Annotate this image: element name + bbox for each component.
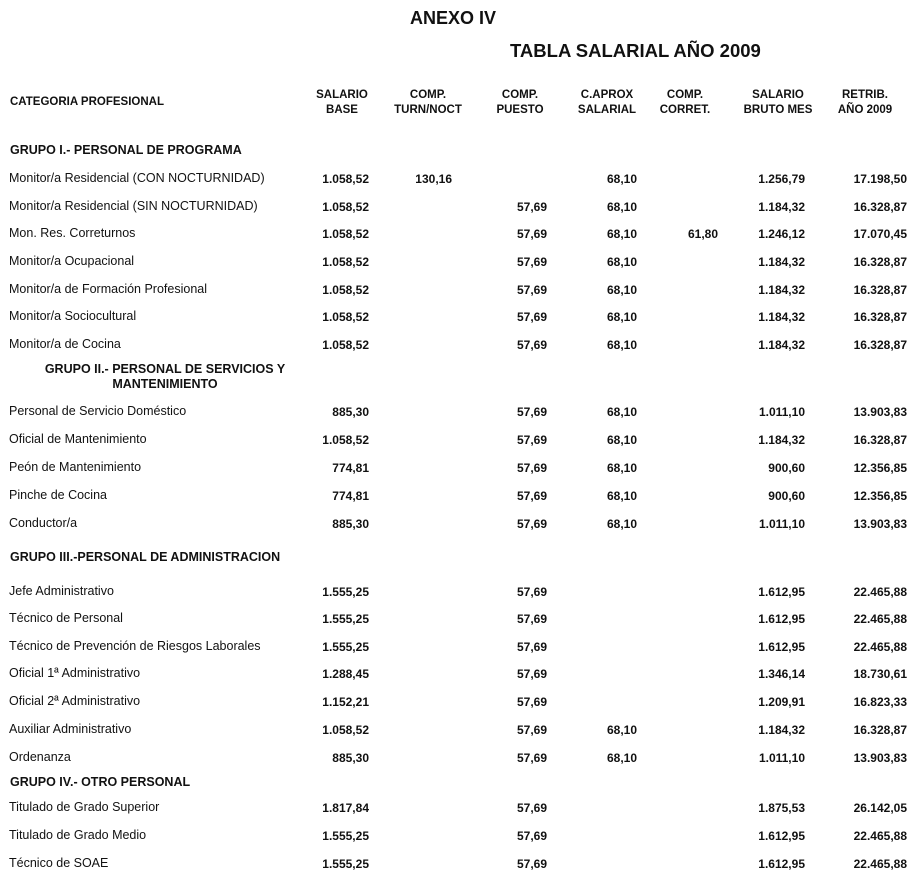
category-label: Monitor/a de Cocina <box>9 337 121 351</box>
cell-comp-puesto: 57,69 <box>516 283 547 297</box>
category-label: Técnico de SOAE <box>9 856 109 870</box>
cell-retrib-ano: 16.328,87 <box>853 310 907 324</box>
cell-c-aprox-salarial: 68,10 <box>606 433 637 447</box>
cell-comp-puesto: 57,69 <box>516 255 547 269</box>
cell-comp-puesto: 57,69 <box>516 338 547 352</box>
cell-salario-base: 774,81 <box>332 489 369 503</box>
cell-salario-bruto-mes: 1.184,32 <box>758 338 805 352</box>
cell-comp-puesto: 57,69 <box>516 857 547 871</box>
cell-retrib-ano: 22.465,88 <box>853 857 907 871</box>
cell-retrib-ano: 18.730,61 <box>853 667 907 681</box>
cell-salario-base: 1.058,52 <box>322 200 369 214</box>
cell-retrib-ano: 22.465,88 <box>853 585 907 599</box>
cell-salario-bruto-mes: 900,60 <box>768 489 805 503</box>
cell-retrib-ano: 17.198,50 <box>853 172 907 186</box>
cell-salario-bruto-mes: 1.011,10 <box>758 517 805 531</box>
column-header-c-aprox-salarial: C.APROX SALARIAL <box>577 89 637 116</box>
cell-comp-puesto: 57,69 <box>516 640 547 654</box>
cell-retrib-ano: 16.328,87 <box>853 283 907 297</box>
cell-salario-base: 1.058,52 <box>322 283 369 297</box>
cell-retrib-ano: 16.823,33 <box>853 695 907 709</box>
cell-salario-bruto-mes: 1.184,32 <box>758 283 805 297</box>
cell-retrib-ano: 12.356,85 <box>853 461 907 475</box>
column-header-salario-base: SALARIO BASE <box>316 89 368 116</box>
cell-retrib-ano: 17.070,45 <box>853 227 907 241</box>
category-label: Monitor/a de Formación Profesional <box>9 282 208 296</box>
cell-salario-bruto-mes: 1.011,10 <box>758 405 805 419</box>
cell-salario-base: 1.058,52 <box>322 310 369 324</box>
cell-comp-puesto: 57,69 <box>516 200 547 214</box>
category-label: Monitor/a Ocupacional <box>9 254 135 268</box>
cell-salario-base: 1.058,52 <box>322 723 369 737</box>
cell-comp-puesto: 57,69 <box>516 227 547 241</box>
cell-retrib-ano: 16.328,87 <box>853 723 907 737</box>
category-label: Mon. Res. Correturnos <box>9 226 136 240</box>
cell-c-aprox-salarial: 68,10 <box>606 405 637 419</box>
cell-c-aprox-salarial: 68,10 <box>606 227 637 241</box>
cell-salario-base: 1.058,52 <box>322 338 369 352</box>
cell-c-aprox-salarial: 68,10 <box>606 283 637 297</box>
cell-salario-bruto-mes: 1.184,32 <box>758 255 805 269</box>
cell-salario-base: 1.058,52 <box>322 433 369 447</box>
cell-salario-bruto-mes: 900,60 <box>768 461 805 475</box>
cell-c-aprox-salarial: 68,10 <box>606 200 637 214</box>
column-header-category: CATEGORIA PROFESIONAL <box>10 96 164 108</box>
cell-salario-base: 1.555,25 <box>322 585 369 599</box>
column-header-salario-bruto-mes: SALARIO BRUTO MES <box>743 89 813 116</box>
cell-salario-base: 1.555,25 <box>322 612 369 626</box>
cell-comp-puesto: 57,69 <box>516 723 547 737</box>
category-label: Pinche de Cocina <box>9 488 107 502</box>
category-label: Oficial 1ª Administrativo <box>9 666 141 680</box>
column-header-comp-turn-noct: COMP. TURN/NOCT <box>394 89 462 116</box>
category-label: Monitor/a Sociocultural <box>9 309 137 323</box>
cell-comp-puesto: 57,69 <box>516 667 547 681</box>
category-label: Técnico de Personal <box>9 611 123 625</box>
cell-retrib-ano: 16.328,87 <box>853 200 907 214</box>
cell-retrib-ano: 16.328,87 <box>853 433 907 447</box>
cell-c-aprox-salarial: 68,10 <box>606 310 637 324</box>
category-label: Oficial de Mantenimiento <box>9 432 147 446</box>
cell-salario-bruto-mes: 1.184,32 <box>758 200 805 214</box>
cell-c-aprox-salarial: 68,10 <box>606 489 637 503</box>
column-header-comp-corret: COMP. CORRET. <box>659 89 711 116</box>
cell-comp-puesto: 57,69 <box>516 310 547 324</box>
cell-comp-puesto: 57,69 <box>516 829 547 843</box>
cell-salario-base: 885,30 <box>332 751 369 765</box>
cell-salario-bruto-mes: 1.184,32 <box>758 433 805 447</box>
cell-salario-base: 1.555,25 <box>322 640 369 654</box>
category-label: Técnico de Prevención de Riesgos Laborales <box>9 639 261 653</box>
cell-retrib-ano: 16.328,87 <box>853 338 907 352</box>
column-header-comp-puesto: COMP. PUESTO <box>496 89 544 116</box>
cell-salario-bruto-mes: 1.184,32 <box>758 310 805 324</box>
cell-salario-base: 1.555,25 <box>322 829 369 843</box>
cell-salario-bruto-mes: 1.246,12 <box>758 227 805 241</box>
annex-title: ANEXO IV <box>410 8 497 28</box>
cell-retrib-ano: 26.142,05 <box>853 801 907 815</box>
cell-comp-puesto: 57,69 <box>516 801 547 815</box>
cell-salario-bruto-mes: 1.612,95 <box>758 585 805 599</box>
cell-c-aprox-salarial: 68,10 <box>606 723 637 737</box>
cell-retrib-ano: 13.903,83 <box>853 751 907 765</box>
group-title: GRUPO I.- PERSONAL DE PROGRAMA <box>10 143 242 157</box>
cell-salario-bruto-mes: 1.011,10 <box>758 751 805 765</box>
cell-retrib-ano: 22.465,88 <box>853 612 907 626</box>
cell-salario-bruto-mes: 1.184,32 <box>758 723 805 737</box>
category-label: Jefe Administrativo <box>9 584 114 598</box>
category-label: Peón de Mantenimiento <box>9 460 142 474</box>
cell-comp-puesto: 57,69 <box>516 751 547 765</box>
cell-c-aprox-salarial: 68,10 <box>606 751 637 765</box>
cell-comp-turn-noct: 130,16 <box>415 172 452 186</box>
cell-salario-base: 1.555,25 <box>322 857 369 871</box>
cell-salario-base: 1.058,52 <box>322 227 369 241</box>
category-label: Oficial 2ª Administrativo <box>9 694 141 708</box>
cell-retrib-ano: 13.903,83 <box>853 517 907 531</box>
cell-comp-puesto: 57,69 <box>516 612 547 626</box>
cell-retrib-ano: 16.328,87 <box>853 255 907 269</box>
category-label: Monitor/a Residencial (SIN NOCTURNIDAD) <box>9 199 258 213</box>
cell-comp-puesto: 57,69 <box>516 489 547 503</box>
cell-salario-base: 1.817,84 <box>322 801 369 815</box>
cell-salario-base: 774,81 <box>332 461 369 475</box>
group-title: GRUPO IV.- OTRO PERSONAL <box>10 775 191 789</box>
cell-comp-puesto: 57,69 <box>516 433 547 447</box>
column-header-retrib-ano: RETRIB. AÑO 2009 <box>837 89 893 116</box>
cell-salario-base: 1.058,52 <box>322 255 369 269</box>
cell-salario-base: 1.152,21 <box>322 695 369 709</box>
table-title: TABLA SALARIAL AÑO 2009 <box>510 40 761 61</box>
cell-retrib-ano: 12.356,85 <box>853 489 907 503</box>
cell-salario-base: 885,30 <box>332 405 369 419</box>
cell-salario-bruto-mes: 1.612,95 <box>758 612 805 626</box>
cell-comp-corret: 61,80 <box>687 227 718 241</box>
cell-c-aprox-salarial: 68,10 <box>606 172 637 186</box>
cell-salario-bruto-mes: 1.612,95 <box>758 857 805 871</box>
category-label: Titulado de Grado Superior <box>9 800 160 814</box>
cell-salario-bruto-mes: 1.612,95 <box>758 829 805 843</box>
cell-comp-puesto: 57,69 <box>516 695 547 709</box>
cell-c-aprox-salarial: 68,10 <box>606 338 637 352</box>
category-label: Ordenanza <box>9 750 71 764</box>
cell-salario-base: 885,30 <box>332 517 369 531</box>
category-label: Monitor/a Residencial (CON NOCTURNIDAD) <box>9 171 265 185</box>
cell-salario-base: 1.288,45 <box>322 667 369 681</box>
category-label: Titulado de Grado Medio <box>9 828 147 842</box>
cell-salario-base: 1.058,52 <box>322 172 369 186</box>
cell-salario-bruto-mes: 1.875,53 <box>758 801 805 815</box>
category-label: Auxiliar Administrativo <box>9 722 132 736</box>
cell-comp-puesto: 57,69 <box>516 517 547 531</box>
cell-salario-bruto-mes: 1.612,95 <box>758 640 805 654</box>
cell-c-aprox-salarial: 68,10 <box>606 517 637 531</box>
category-label: Personal de Servicio Doméstico <box>9 404 187 418</box>
cell-c-aprox-salarial: 68,10 <box>606 255 637 269</box>
cell-retrib-ano: 22.465,88 <box>853 640 907 654</box>
cell-salario-bruto-mes: 1.346,14 <box>758 667 805 681</box>
category-label: Conductor/a <box>9 516 78 530</box>
cell-comp-puesto: 57,69 <box>516 461 547 475</box>
group-title: GRUPO II.- PERSONAL DE SERVICIOS Y MANTENIMIENTO <box>44 362 286 391</box>
cell-retrib-ano: 22.465,88 <box>853 829 907 843</box>
cell-salario-bruto-mes: 1.209,91 <box>758 695 805 709</box>
cell-c-aprox-salarial: 68,10 <box>606 461 637 475</box>
cell-salario-bruto-mes: 1.256,79 <box>758 172 805 186</box>
cell-comp-puesto: 57,69 <box>516 585 547 599</box>
cell-retrib-ano: 13.903,83 <box>853 405 907 419</box>
group-title: GRUPO III.-PERSONAL DE ADMINISTRACION <box>10 550 281 564</box>
cell-comp-puesto: 57,69 <box>516 405 547 419</box>
